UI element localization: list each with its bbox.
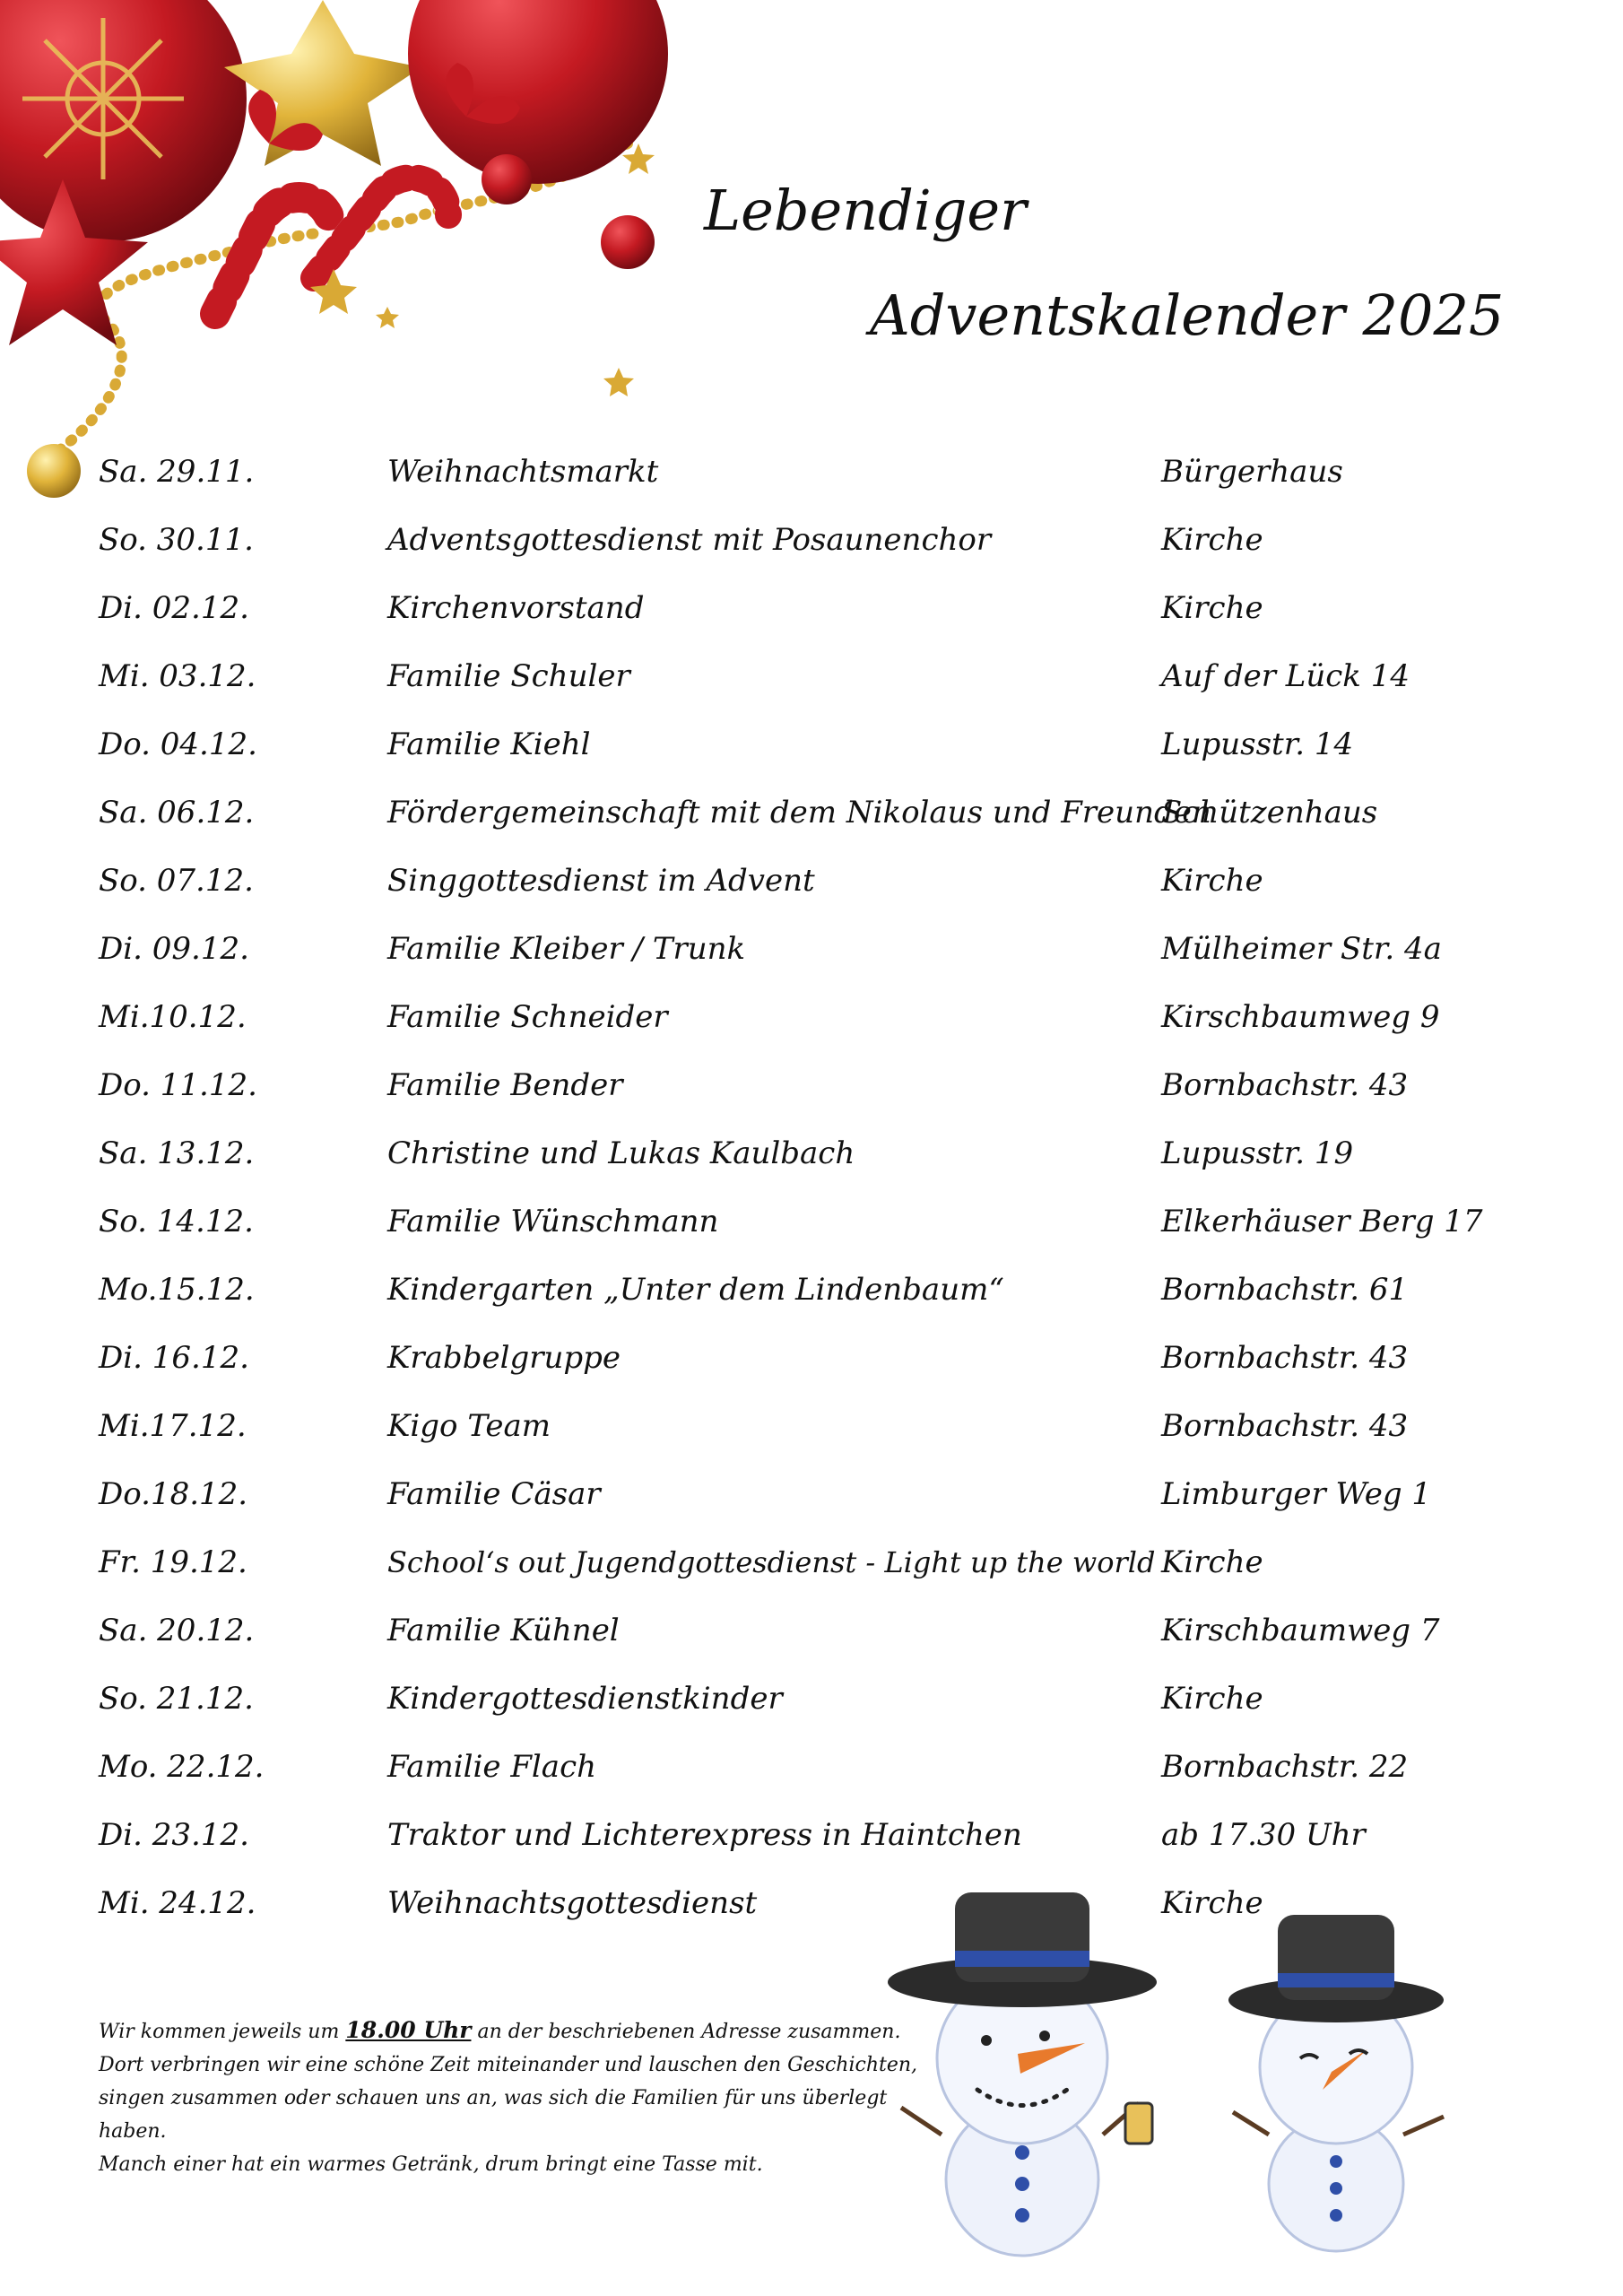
- event-place: Lupusstr. 14: [1161, 726, 1354, 762]
- footer-line-1: [99, 2013, 933, 2048]
- event-title: Singgottesdienst im Advent: [387, 863, 815, 899]
- event-row: [0, 1535, 1623, 1589]
- event-title: Familie Kühnel: [387, 1613, 620, 1648]
- title-line-1: Lebendiger: [704, 178, 1027, 243]
- footer-time: 18.00 Uhr: [345, 2017, 472, 2043]
- event-row: [0, 445, 1623, 499]
- event-place: Bornbachstr. 61: [1161, 1272, 1409, 1308]
- event-date: Sa. 06.12.: [99, 795, 255, 831]
- event-title: Familie Flach: [387, 1749, 597, 1785]
- event-date: Sa. 29.11.: [99, 454, 255, 490]
- event-date: Mo. 22.12.: [99, 1749, 265, 1785]
- event-title: Familie Kleiber / Trunk: [387, 931, 746, 967]
- event-row: [0, 1058, 1623, 1112]
- event-place: Kirche: [1161, 522, 1263, 558]
- event-row: [0, 854, 1623, 908]
- event-date: Mo.15.12.: [99, 1272, 255, 1308]
- event-title: Christine und Lukas Kaulbach: [387, 1135, 855, 1171]
- event-date: Sa. 20.12.: [99, 1613, 255, 1648]
- event-place: Kirche: [1161, 1681, 1263, 1717]
- event-place: Kirschbaumweg 7: [1161, 1613, 1440, 1648]
- event-date: So. 07.12.: [99, 863, 254, 899]
- event-title: Adventsgottesdienst mit Posaunenchor: [387, 522, 992, 558]
- footer-text: an der beschriebenen Adresse zusammen.: [471, 2021, 901, 2043]
- event-date: So. 30.11.: [99, 522, 254, 558]
- event-row: [0, 1740, 1623, 1794]
- event-title: Kirchenvorstand: [387, 590, 645, 626]
- event-title: Kindergottesdienstkinder: [387, 1681, 783, 1717]
- event-place: Schützenhaus: [1161, 795, 1378, 831]
- event-title: School‘s out Jugendgottesdienst - Light up the world: [387, 1545, 1156, 1579]
- event-title: Familie Wünschmann: [387, 1204, 719, 1239]
- event-title: Familie Kiehl: [387, 726, 591, 762]
- event-row: [0, 1126, 1623, 1180]
- footer-text: Wir kommen jeweils um: [99, 2021, 346, 2043]
- event-row: [0, 718, 1623, 771]
- event-date: Mi.10.12.: [99, 999, 247, 1035]
- event-row: [0, 649, 1623, 703]
- event-title: Familie Cäsar: [387, 1476, 601, 1512]
- event-place: Mülheimer Str. 4a: [1161, 931, 1442, 967]
- event-date: Di. 23.12.: [99, 1817, 249, 1853]
- footer-note: [99, 2013, 933, 2181]
- event-row: [0, 1331, 1623, 1385]
- footer-line-3: singen zusammen oder schauen uns an, was sich die Familien für uns überlegt haben.: [99, 2087, 888, 2143]
- event-row: [0, 581, 1623, 635]
- christmas-ornaments-decoration: [0, 0, 681, 502]
- event-row: [0, 786, 1623, 839]
- event-place: Kirche: [1161, 590, 1263, 626]
- event-place: Bornbachstr. 43: [1161, 1408, 1409, 1444]
- event-title: Weihnachtsgottesdienst: [387, 1885, 758, 1921]
- event-place: Kirche: [1161, 863, 1263, 899]
- gold-star-icon: [224, 0, 421, 166]
- footer-line-2: Dort verbringen wir eine schöne Zeit miteinander und lauschen den Geschichten,: [99, 2054, 918, 2076]
- event-row: [0, 1399, 1623, 1453]
- event-place: Kirche: [1161, 1544, 1263, 1580]
- event-place: Lupusstr. 19: [1161, 1135, 1354, 1171]
- event-title: Familie Schneider: [387, 999, 668, 1035]
- event-date: Sa. 13.12.: [99, 1135, 255, 1171]
- event-row: [0, 1195, 1623, 1248]
- event-place: Auf der Lück 14: [1161, 658, 1410, 694]
- event-date: Mi. 03.12.: [99, 658, 256, 694]
- event-row: [0, 1808, 1623, 1862]
- event-title: Weihnachtsmarkt: [387, 454, 659, 490]
- event-row: [0, 1263, 1623, 1317]
- event-date: Di. 16.12.: [99, 1340, 249, 1376]
- event-row: [0, 1467, 1623, 1521]
- event-place: Bornbachstr. 43: [1161, 1340, 1409, 1376]
- event-date: Do.18.12.: [99, 1476, 248, 1512]
- event-row: [0, 1604, 1623, 1657]
- event-place: Bornbachstr. 22: [1161, 1749, 1409, 1785]
- title-line-2: Adventskalender 2025: [870, 283, 1505, 348]
- event-place: Elkerhäuser Berg 17: [1161, 1204, 1483, 1239]
- event-place: Bornbachstr. 43: [1161, 1067, 1409, 1103]
- event-date: So. 14.12.: [99, 1204, 254, 1239]
- event-title: Familie Schuler: [387, 658, 630, 694]
- event-date: Do. 04.12.: [99, 726, 257, 762]
- event-title: Kigo Team: [387, 1408, 551, 1444]
- event-row: [0, 922, 1623, 976]
- event-title: Krabbelgruppe: [387, 1340, 621, 1376]
- snowmen-illustration: [870, 1866, 1480, 2260]
- event-place: Limburger Weg 1: [1161, 1476, 1432, 1512]
- event-place: Kirche: [1161, 1885, 1263, 1921]
- event-date: Do. 11.12.: [99, 1067, 257, 1103]
- event-date: Di. 09.12.: [99, 931, 249, 967]
- event-row: [0, 1672, 1623, 1726]
- snowman-right-icon: [1228, 1915, 1444, 2251]
- event-date: Di. 02.12.: [99, 590, 249, 626]
- event-place: Kirschbaumweg 9: [1161, 999, 1440, 1035]
- event-date: Mi. 24.12.: [99, 1885, 256, 1921]
- event-row: [0, 513, 1623, 567]
- event-date: Fr. 19.12.: [99, 1544, 247, 1580]
- event-date: So. 21.12.: [99, 1681, 254, 1717]
- event-place: Bürgerhaus: [1161, 454, 1343, 490]
- event-place: ab 17.30 Uhr: [1161, 1817, 1366, 1853]
- event-date: Mi.17.12.: [99, 1408, 247, 1444]
- event-row: [0, 990, 1623, 1044]
- footer-line-4: Manch einer hat ein warmes Getränk, drum bringt eine Tasse mit.: [99, 2153, 763, 2176]
- event-title: Kindergarten „Unter dem Lindenbaum“: [387, 1272, 1004, 1308]
- event-title: Traktor und Lichterexpress in Haintchen: [387, 1817, 1022, 1853]
- event-title: Fördergemeinschaft mit dem Nikolaus und Freunden: [387, 795, 1211, 831]
- event-title: Familie Bender: [387, 1067, 623, 1103]
